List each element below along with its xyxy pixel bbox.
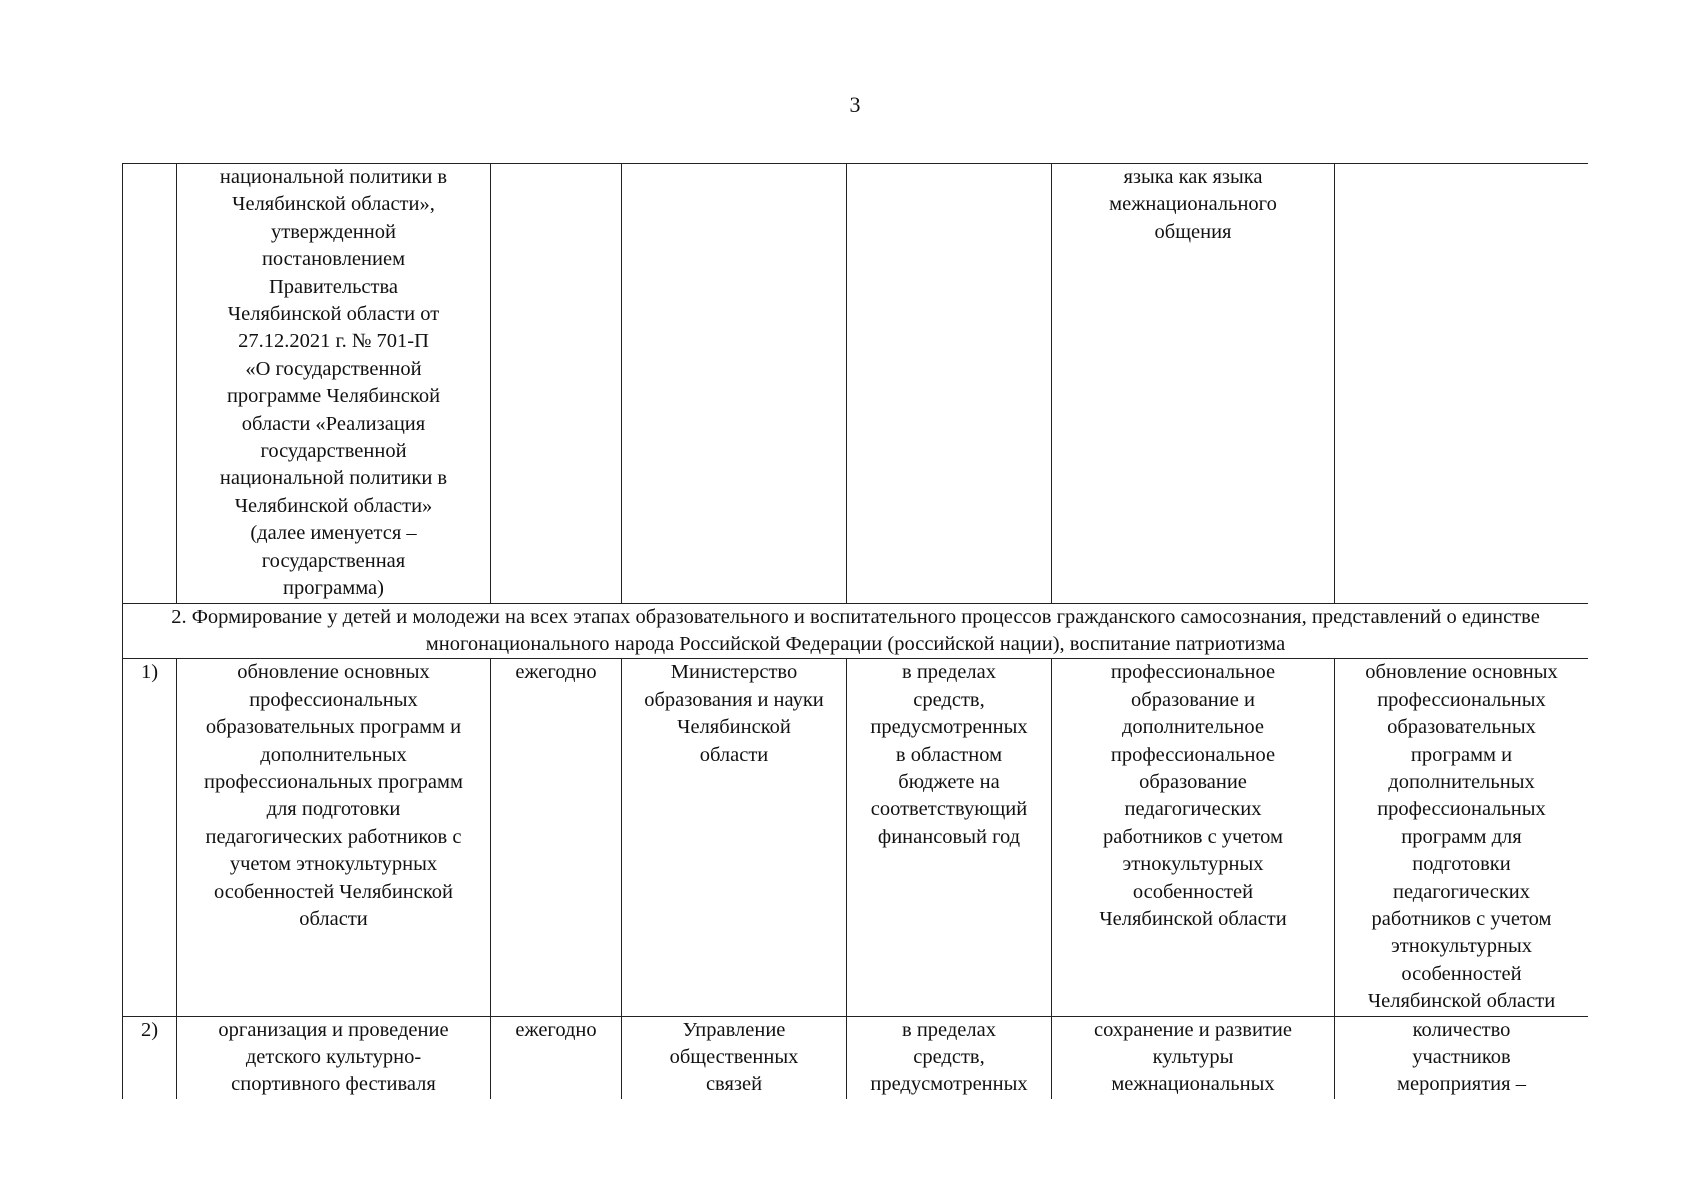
- table-cell-num: 2): [123, 1016, 177, 1099]
- section-heading-row: [123, 603, 1589, 659]
- table-cell-executor: Управление общественных связей: [622, 1016, 847, 1099]
- table-cell-result: сохранение и развитие культуры межнациональных: [1052, 1016, 1335, 1099]
- table-cell-indicator: обновление основных профессиональных образовательных программ и дополнительных профессиональных программ для подготовки педагогических работников с учетом этнокультурных особенностей Челябинской области: [1335, 659, 1589, 1016]
- table-cell-result: языка как языка межнационального общения: [1052, 164, 1335, 604]
- table-cell-term: ежегодно: [491, 659, 622, 1016]
- table-cell-num: 1): [123, 659, 177, 1016]
- measures-table: [122, 163, 1588, 1099]
- page-number: 3: [849, 92, 861, 117]
- section-heading: 2. Формирование у детей и молодежи на всех этапах образовательного и воспитательного процессов гражданского самосознания, представлений о единстве многонационального народа Российской Федерации (российской нации), воспитание патриотизма: [123, 603, 1589, 659]
- table-cell-funding: в пределах средств, предусмотренных: [847, 1016, 1052, 1099]
- table-cell-funding: в пределах средств, предусмотренных в областном бюджете на соответствующий финансовый год: [847, 659, 1052, 1016]
- table-cell-name: обновление основных профессиональных образовательных программ и дополнительных профессиональных программ для подготовки педагогических работников с учетом этнокультурных особенностей Челябинской области: [177, 659, 491, 1016]
- table-cell-indicator: [1335, 164, 1589, 604]
- table-row: [123, 1016, 1589, 1099]
- table-cell-indicator: количество участников мероприятия –: [1335, 1016, 1589, 1099]
- table-cell-result: профессиональное образование и дополнительное профессиональное образование педагогических работников с учетом этнокультурных особенностей Челябинской области: [1052, 659, 1335, 1016]
- table-cell-funding: [847, 164, 1052, 604]
- table-cell-term: ежегодно: [491, 1016, 622, 1099]
- document-sheet: [122, 163, 1588, 1099]
- table-cell-name: национальной политики в Челябинской области», утвержденной постановлением Правительства Челябинской области от 27.12.2021 г. № 701-П «О государственной программе Челябинской области «Реализация государственной национальной политики в Челябинской области» (далее именуется – государственная программа): [177, 164, 491, 604]
- table-row-continuation: [123, 164, 1589, 604]
- table-cell-num: [123, 164, 177, 604]
- table-cell-executor: [622, 164, 847, 604]
- table-cell-executor: Министерство образования и науки Челябинской области: [622, 659, 847, 1016]
- table-cell-name: организация и проведение детского культурно- спортивного фестиваля: [177, 1016, 491, 1099]
- table-cell-term: [491, 164, 622, 604]
- table-row: [123, 659, 1589, 1016]
